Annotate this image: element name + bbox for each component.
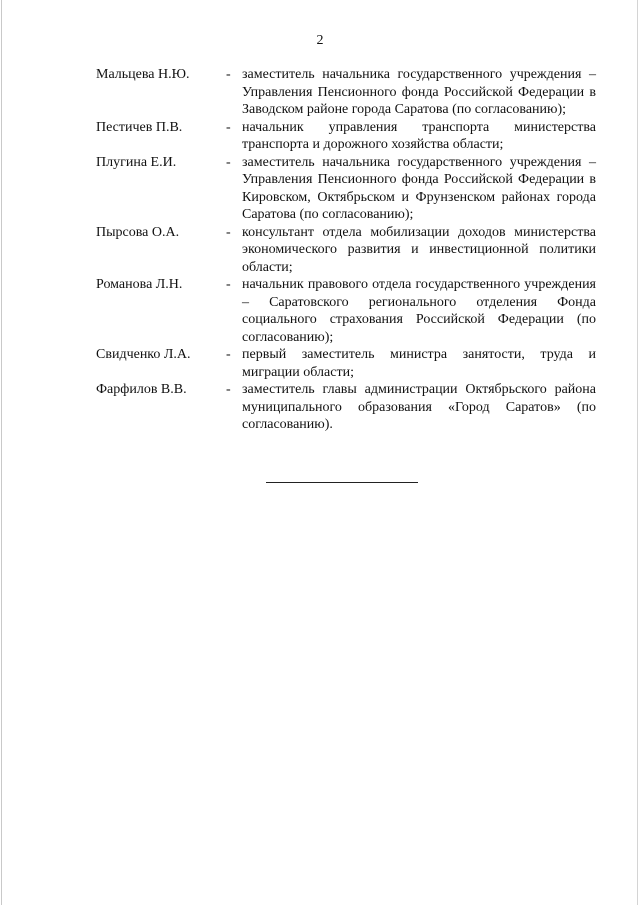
member-dash: - — [226, 154, 231, 170]
members-list — [96, 66, 596, 434]
member-entry — [96, 276, 596, 346]
member-entry — [96, 119, 596, 154]
member-name: Пырсова О.А. — [96, 224, 180, 240]
member-position: первый заместитель министра занятости, труда и миграции области; — [242, 347, 596, 380]
member-position: начальник правового отдела государственного учреждения – Саратовского регионального отделения Фонда социального страхования Российской Федерации (по согласованию); — [242, 277, 596, 345]
member-entry — [96, 381, 596, 434]
closing-rule — [266, 482, 418, 483]
member-position: заместитель начальника государственного учреждения – Управления Пенсионного фонда Российской Федерации в Заводском районе города Саратова (по согласованию); — [242, 67, 596, 117]
member-entry — [96, 224, 596, 277]
member-name: Пестичев П.В. — [96, 119, 183, 135]
member-position: консультант отдела мобилизации доходов министерства экономического развития и инвестиционной политики области; — [242, 224, 596, 275]
member-entry — [96, 346, 596, 381]
member-name: Свидченко Л.А. — [96, 347, 191, 362]
member-dash: - — [226, 382, 231, 397]
member-entry — [96, 66, 596, 119]
member-entry — [96, 154, 596, 224]
page-left-edge — [1, 0, 2, 905]
member-name: Плугина Е.И. — [96, 154, 177, 170]
page-number: 2 — [316, 33, 324, 48]
member-position: заместитель начальника государственного учреждения – Управления Пенсионного фонда Российской Федерации в Кировском, Октябрьском и Фрунзенском районах города Саратова (по согласованию); — [242, 154, 596, 222]
member-name: Мальцева Н.Ю. — [96, 67, 190, 82]
member-dash: - — [226, 347, 231, 362]
member-name: Романова Л.Н. — [96, 277, 183, 292]
member-position: начальник управления транспорта министерства транспорта и дорожного хозяйства области; — [242, 119, 596, 152]
member-dash: - — [226, 119, 231, 135]
member-dash: - — [226, 67, 231, 82]
member-position: заместитель главы администрации Октябрьского района муниципального образования «Город Саратов» (по согласованию). — [242, 382, 596, 432]
member-dash: - — [226, 224, 231, 240]
member-dash: - — [226, 277, 231, 292]
page-right-edge — [637, 0, 638, 905]
member-name: Фарфилов В.В. — [96, 382, 187, 397]
